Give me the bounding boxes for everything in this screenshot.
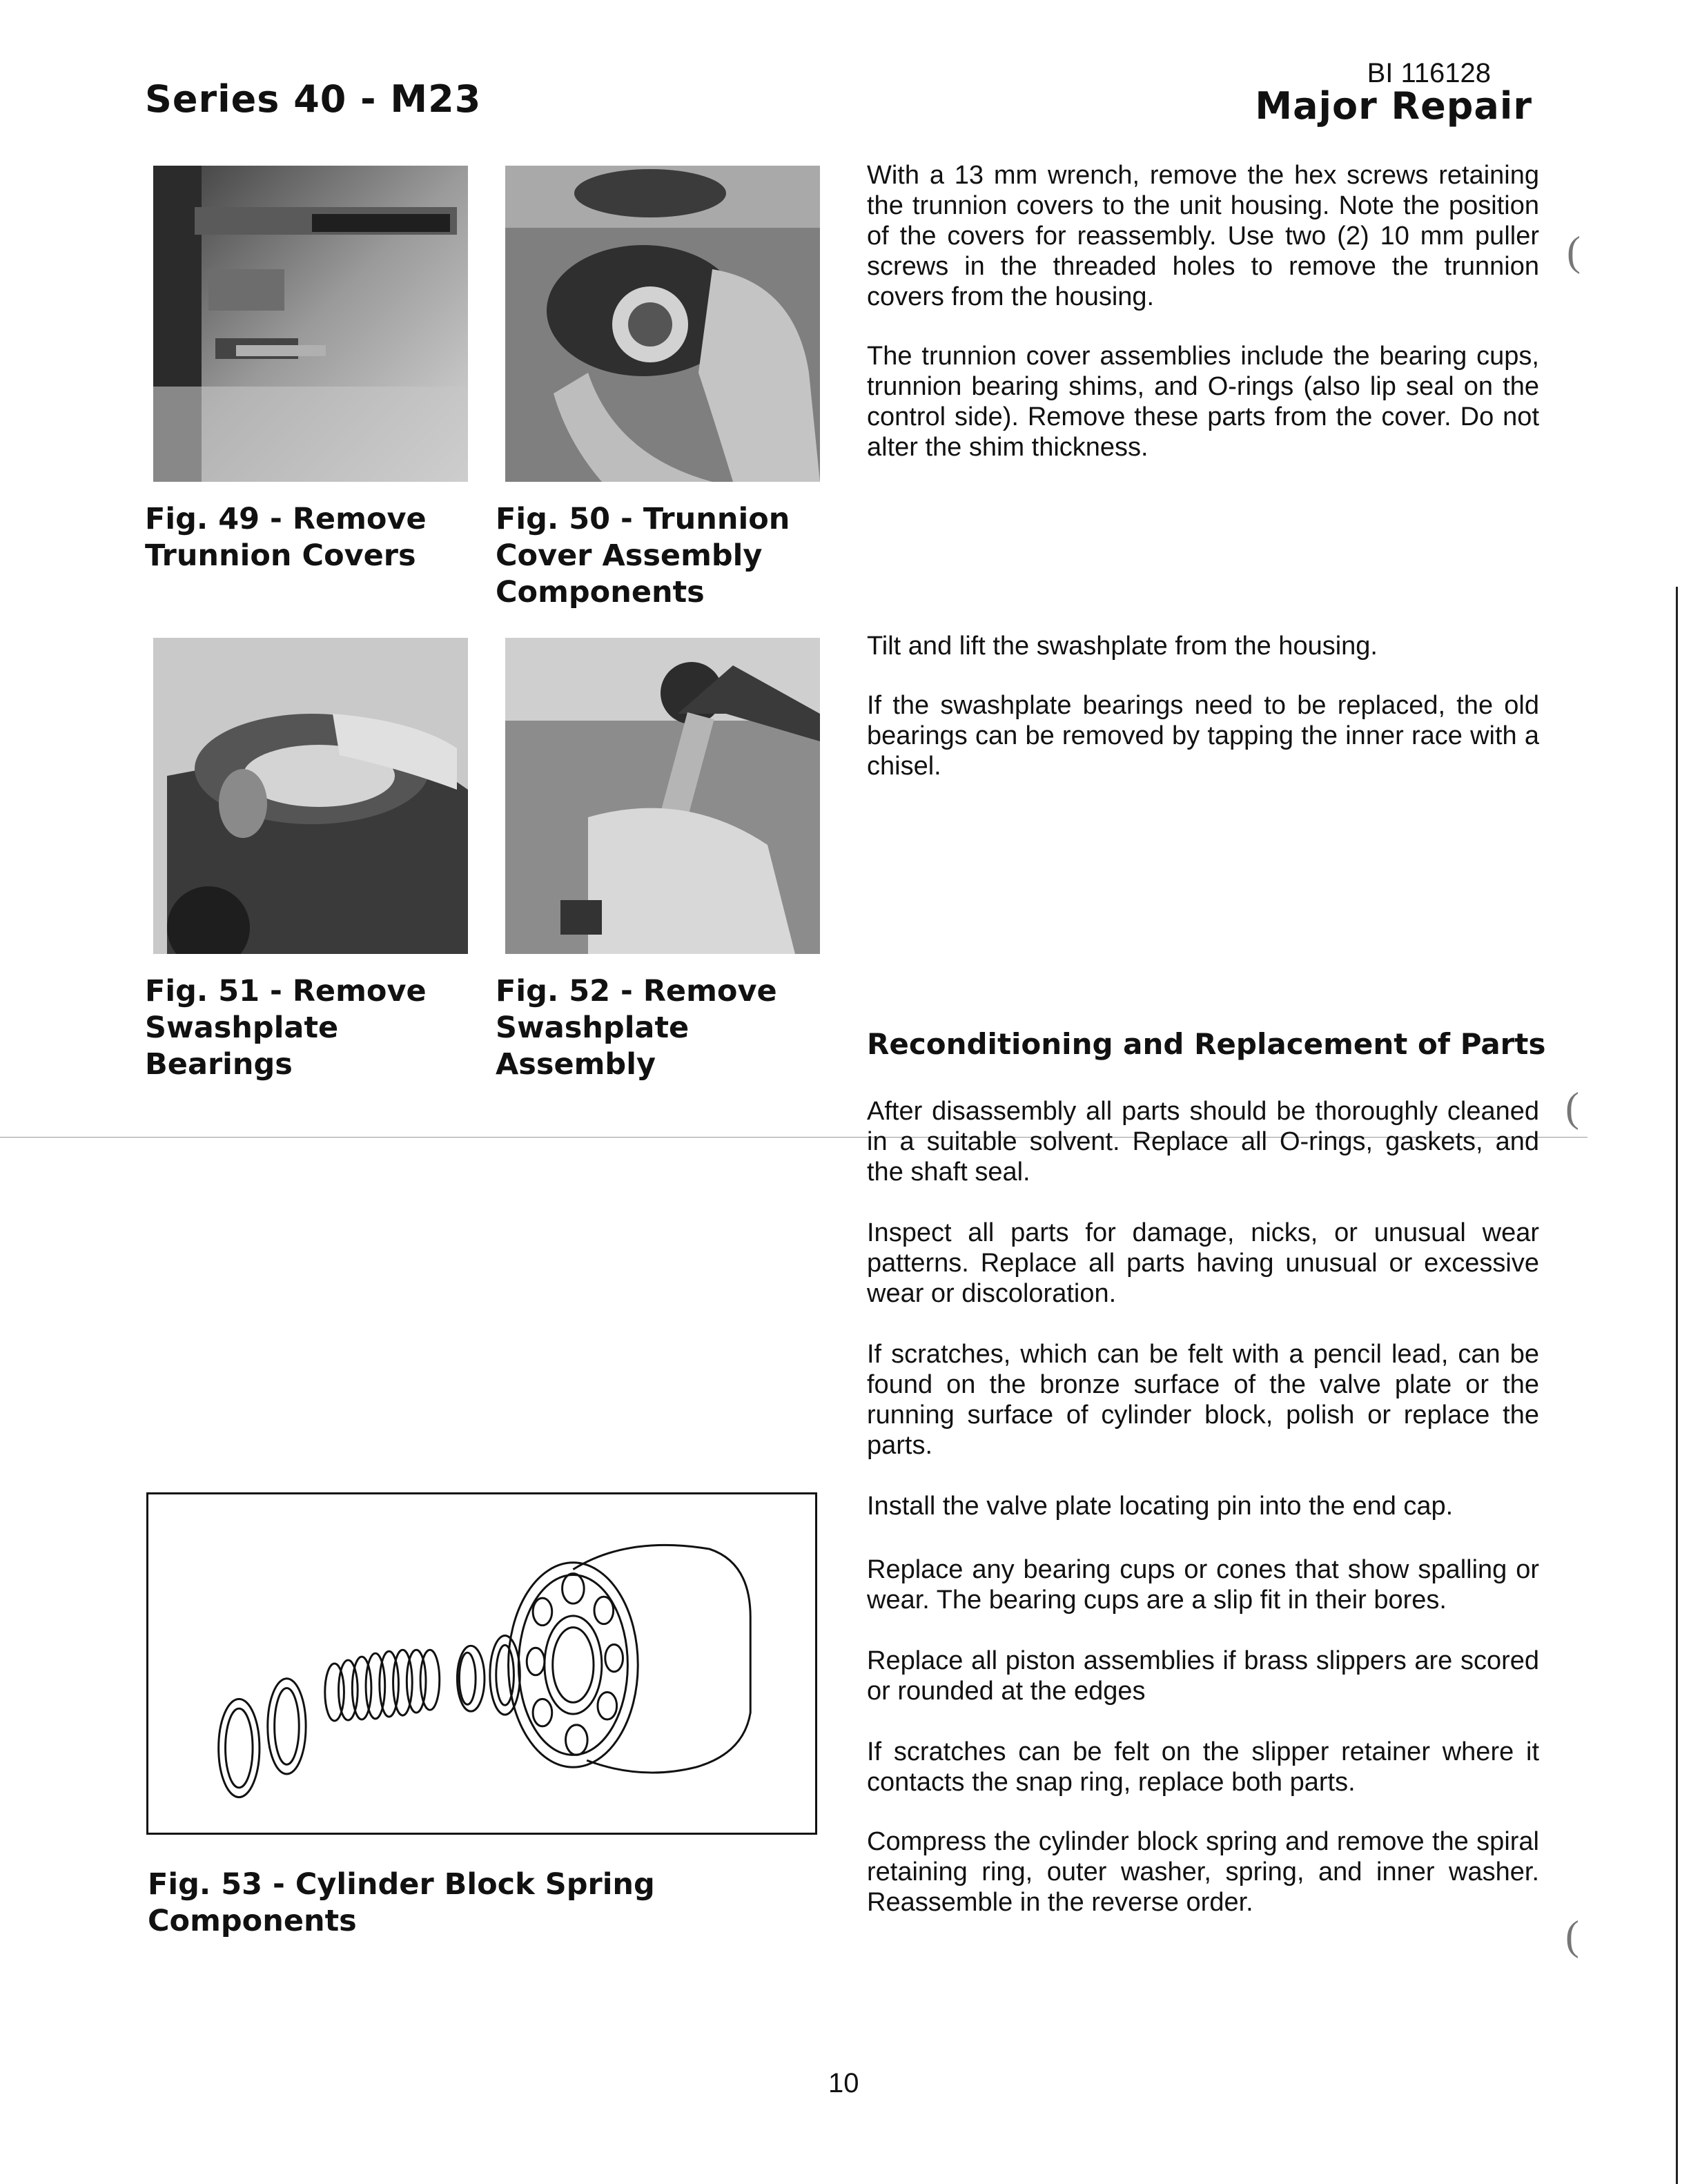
series-title: Series 40 - M23 (145, 77, 482, 121)
paragraph-swashplate-bearings: If the swashplate bearings need to be replaced, the old bearings can be removed by tapping the inner race with a chisel. (867, 691, 1539, 781)
caption-line: Assembly (496, 1047, 656, 1082)
document-code: BI 116128 (1367, 58, 1491, 88)
caption-line: Bearings (145, 1047, 293, 1082)
fig51-caption (145, 973, 427, 1083)
caption-line: Cover Assembly (496, 538, 763, 573)
caption-line: Components (148, 1904, 357, 1938)
paragraph-scratches-valve-plate: If scratches, which can be felt with a pencil lead, can be found on the bronze surface of the valve plate or the running surface of cylinder block, polish or replace the parts. (867, 1340, 1539, 1460)
punch-hole-mark: ( (1565, 1913, 1579, 1958)
paragraph-piston-assemblies: Replace all piston assemblies if brass slippers are scored or rounded at the edges (867, 1646, 1539, 1706)
punch-hole-mark: ( (1567, 228, 1581, 274)
caption-line: Fig. 51 - Remove (145, 974, 427, 1008)
paragraph-trunnion-cover-assemblies: The trunnion cover assemblies include the bearing cups, trunnion bearing shims, and O-rings (also lip seal on the control side). Remove these parts from the cover. Do not alter the shim thickness. (867, 342, 1539, 462)
paragraph-bearing-cups: Replace any bearing cups or cones that show spalling or wear. The bearing cups are a slip fit in their bores. (867, 1555, 1539, 1615)
paragraph-cleaning: After disassembly all parts should be thoroughly cleaned in a suitable solvent. Replace all O-rings, gaskets, and the shaft seal. (867, 1097, 1539, 1187)
paragraph-locating-pin: Install the valve plate locating pin into the end cap. (867, 1492, 1454, 1521)
caption-line: Swashplate (496, 1011, 690, 1045)
caption-line: Components (496, 575, 705, 610)
section-heading-reconditioning: Reconditioning and Replacement of Parts (867, 1027, 1546, 1061)
fig51-photo (153, 638, 468, 954)
page-edge-line (1676, 587, 1678, 2184)
fig53-diagram (146, 1492, 817, 1835)
fig49-caption (145, 501, 427, 574)
fig50-photo (505, 166, 820, 482)
paragraph-slipper-retainer: If scratches can be felt on the slipper retainer where it contacts the snap ring, replace both parts. (867, 1737, 1539, 1797)
paragraph-compress-spring: Compress the cylinder block spring and remove the spiral retaining ring, outer washer, spring, and inner washer. Reassemble in the reverse order. (867, 1827, 1539, 1917)
paragraph-remove-trunnion-covers: With a 13 mm wrench, remove the hex screws retaining the trunnion covers to the unit housing. Note the position of the covers for reassembly. Use two (2) 10 mm puller screws in the threaded holes to remove the trunnion covers from the housing. (867, 161, 1539, 311)
fig49-photo (153, 166, 468, 482)
paragraph-inspect: Inspect all parts for damage, nicks, or unusual wear patterns. Replace all parts having unusual or excessive wear or discoloration. (867, 1218, 1539, 1308)
fig53-caption (148, 1866, 655, 1940)
caption-line: Fig. 53 - Cylinder Block Spring (148, 1867, 655, 1902)
caption-line: Trunnion Covers (145, 538, 416, 573)
paragraph-tilt-lift-swashplate: Tilt and lift the swashplate from the housing. (867, 632, 1378, 661)
caption-line: Fig. 49 - Remove (145, 502, 427, 536)
caption-line: Fig. 50 - Trunnion (496, 502, 790, 536)
fig52-caption (496, 973, 777, 1083)
page-number: 10 (828, 2068, 859, 2098)
section-title: Major Repair (1255, 84, 1532, 128)
caption-line: Swashplate (145, 1011, 339, 1045)
fig52-photo (505, 638, 820, 954)
caption-line: Fig. 52 - Remove (496, 974, 777, 1008)
punch-hole-mark: ( (1565, 1084, 1579, 1130)
fig50-caption (496, 501, 790, 611)
cylinder-block-spring-drawing (148, 1494, 815, 1833)
